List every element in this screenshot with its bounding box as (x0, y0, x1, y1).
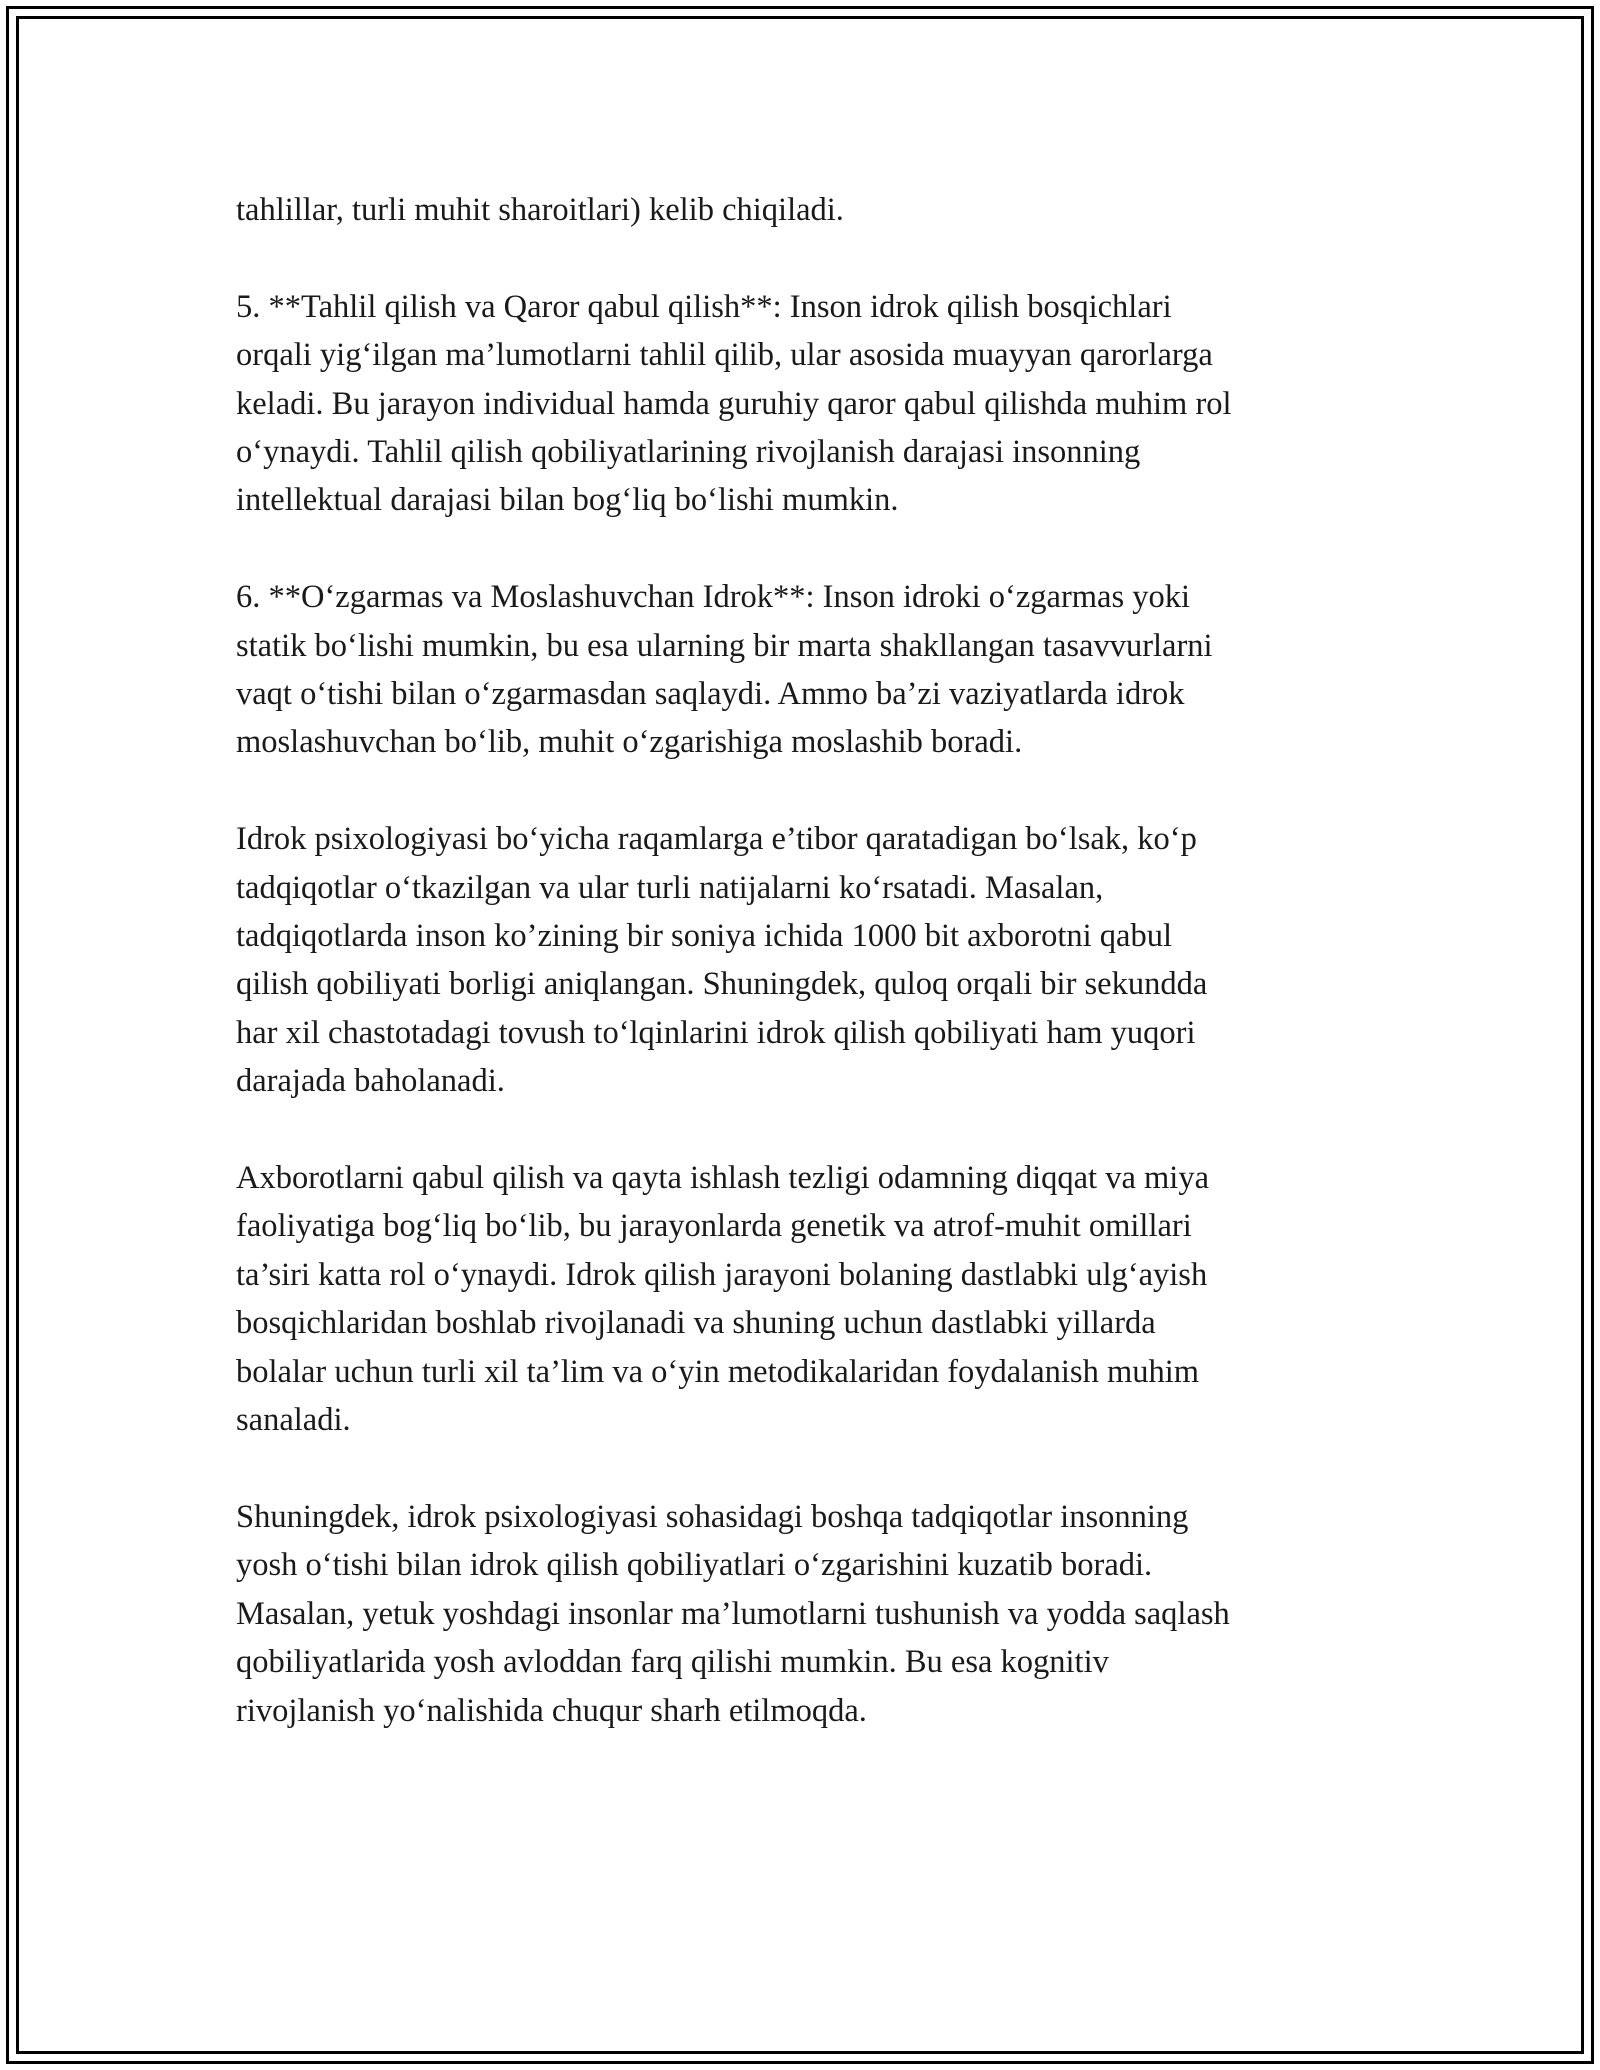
paragraph-continuation: tahlillar, turli muhit sharoitlari) kelib chiqiladi. (236, 192, 844, 228)
paragraph-age-research: Shuningdek, idrok psixologiyasi sohasidagi boshqa tadqiqotlar insonning yosh o‘tishi bilan idrok qilish qobiliyatlari o‘zgarishini kuzatib boradi. Masalan, yetuk yoshdagi insonlar ma’lumotlarni tushunish va yodda saqlash qobiliyatlarida yosh avloddan farq qilishi mumkin. Bu esa kognitiv rivojlanish yo‘nalishida chuqur sharh etilmoqda. (236, 1498, 1230, 1729)
paragraph-research-numbers: Idrok psixologiyasi bo‘yicha raqamlarga e’tibor qaratadigan bo‘lsak, ko‘p tadqiqotlar o‘tkazilgan va ular turli natijalarni ko‘rsatadi. Masalan, tadqiqotlarda inson ko’zining bir soniya ichida 1000 bit axborotni qabul qilish qobiliyati borligi aniqlangan. Shuningdek, quloq orqali bir sekundda har xil chastotadagi tovush to‘lqinlarini idrok qilish qobiliyati ham yuqori darajada baholanadi. (236, 821, 1208, 1100)
paragraph-item-6: 6. **O‘zgarmas va Moslashuvchan Idrok**: Inson idroki o‘zgarmas yoki statik bo‘lishi mumkin, bu esa ularning bir marta shakllangan tasavvurlarni vaqt o‘tishi bilan o‘zgarmasdan saqlaydi. Ammo ba’zi vaziyatlarda idrok moslashuvchan bo‘lib, muhit o‘zgarishiga moslashib boradi. (236, 579, 1213, 761)
paragraph-processing-speed: Axborotlarni qabul qilish va qayta ishlash tezligi odamning diqqat va miya faoliyatiga bog‘liq bo‘lib, bu jarayonlarda genetik va atrof-muhit omillari ta’siri katta rol o‘ynaydi. Idrok qilish jarayoni bolaning dastlabki ulg‘ayish bosqichlaridan boshlab rivojlanadi va shuning uchun dastlabki yillarda bolalar uchun turli xil ta’lim va o‘yin metodikalaridan foydalanish muhim sanaladi. (236, 1160, 1210, 1439)
paragraph-item-5: 5. **Tahlil qilish va Qaror qabul qilish**: Inson idrok qilish bosqichlari orqali yig‘ilgan ma’lumotlarni tahlil qilib, ular asosida muayyan qarorlarga keladi. Bu jarayon individual hamda guruhiy qaror qabul qilishda muhim rol o‘ynaydi. Tahlil qilish qobiliyatlarining rivojlanish darajasi insonning intellektual darajasi bilan bog‘liq bo‘lishi mumkin. (236, 288, 1232, 519)
document-body (236, 186, 1366, 1783)
